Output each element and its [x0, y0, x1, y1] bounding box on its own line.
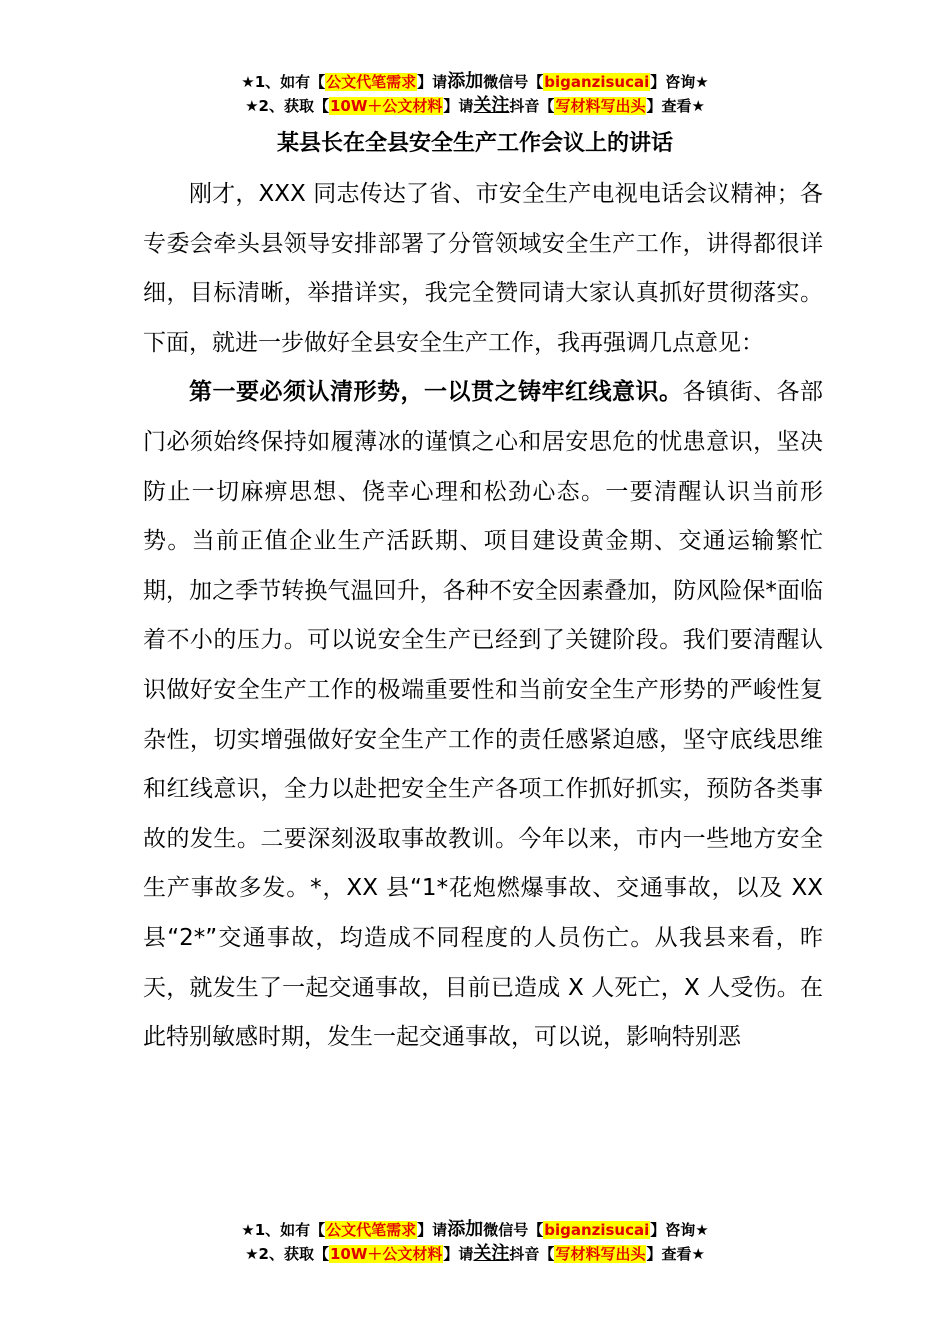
paragraph-first-point	[143, 368, 823, 1062]
document-body	[143, 170, 823, 1063]
banner-line-1: ★1、如有【公文代笔需求】请添加微信号【biganzisucai】咨询★	[241, 1219, 709, 1240]
highlight-wechat-id: biganzisucai	[544, 1221, 650, 1239]
highlight-materials: 10W＋公文材料	[329, 97, 443, 115]
top-banner	[0, 70, 950, 118]
document-title: 某县长在全县安全生产工作会议上的讲话	[276, 131, 673, 156]
banner-line-2: ★2、获取【10W＋公文材料】请关注抖音【写材料写出头】查看★	[245, 95, 705, 116]
highlight-service: 公文代笔需求	[326, 1221, 417, 1239]
paragraph-intro: 刚才，XXX 同志传达了省、市安全生产电视电话会议精神；各专委会牵头县领导安排部署了分管领域安全生产工作，讲得都很详细，目标清晰，举措详实，我完全赞同请大家认真抓好贯彻落实。下面，就进一步做好全县安全生产工作，我再强调几点意见：	[143, 181, 823, 356]
bottom-banner	[0, 1218, 950, 1266]
paragraph-heading: 第一要必须认清形势，一以贯之铸牢红线意识。	[189, 379, 683, 406]
highlight-douyin-account: 写材料写出头	[555, 97, 646, 115]
banner-line-1: ★1、如有【公文代笔需求】请添加微信号【biganzisucai】咨询★	[241, 71, 709, 92]
highlight-materials: 10W＋公文材料	[329, 1245, 443, 1263]
banner-line-2: ★2、获取【10W＋公文材料】请关注抖音【写材料写出头】查看★	[245, 1243, 705, 1264]
paragraph-text: 各镇街、各部门必须始终保持如履薄冰的谨慎之心和居安思危的忧患意识，坚决防止一切麻痹思想、侥幸心理和松劲心态。一要清醒认识当前形势。当前正值企业生产活跃期、项目建设黄金期、交通运输繁忙期，加之季节转换气温回升，各种不安全因素叠加，防风险保*面临着不小的压力。可以说安全生产已经到了关键阶段。我们要清醒认识做好安全生产工作的极端重要性和当前安全生产形势的严峻性复杂性，切实增强做好安全生产工作的责任感紧迫感，坚守底线思维和红线意识，全力以赴把安全生产各项工作抓好抓实，预防各类事故的发生。二要深刻汲取事故教训。今年以来，市内一些地方安全生产事故多发。*，XX 县“1*花炮燃爆事故、交通事故，以及 XX 县“2*”交通事故，均造成不同程度的人员伤亡。从我县来看，昨天，就发生了一起交通事故，目前已造成 X 人死亡，X 人受伤。在此特别敏感时期，发生一起交通事故，可以说，影响特别恶	[143, 379, 823, 1051]
highlight-douyin-account: 写材料写出头	[555, 1245, 646, 1263]
highlight-service: 公文代笔需求	[326, 73, 417, 91]
highlight-wechat-id: biganzisucai	[544, 73, 650, 91]
